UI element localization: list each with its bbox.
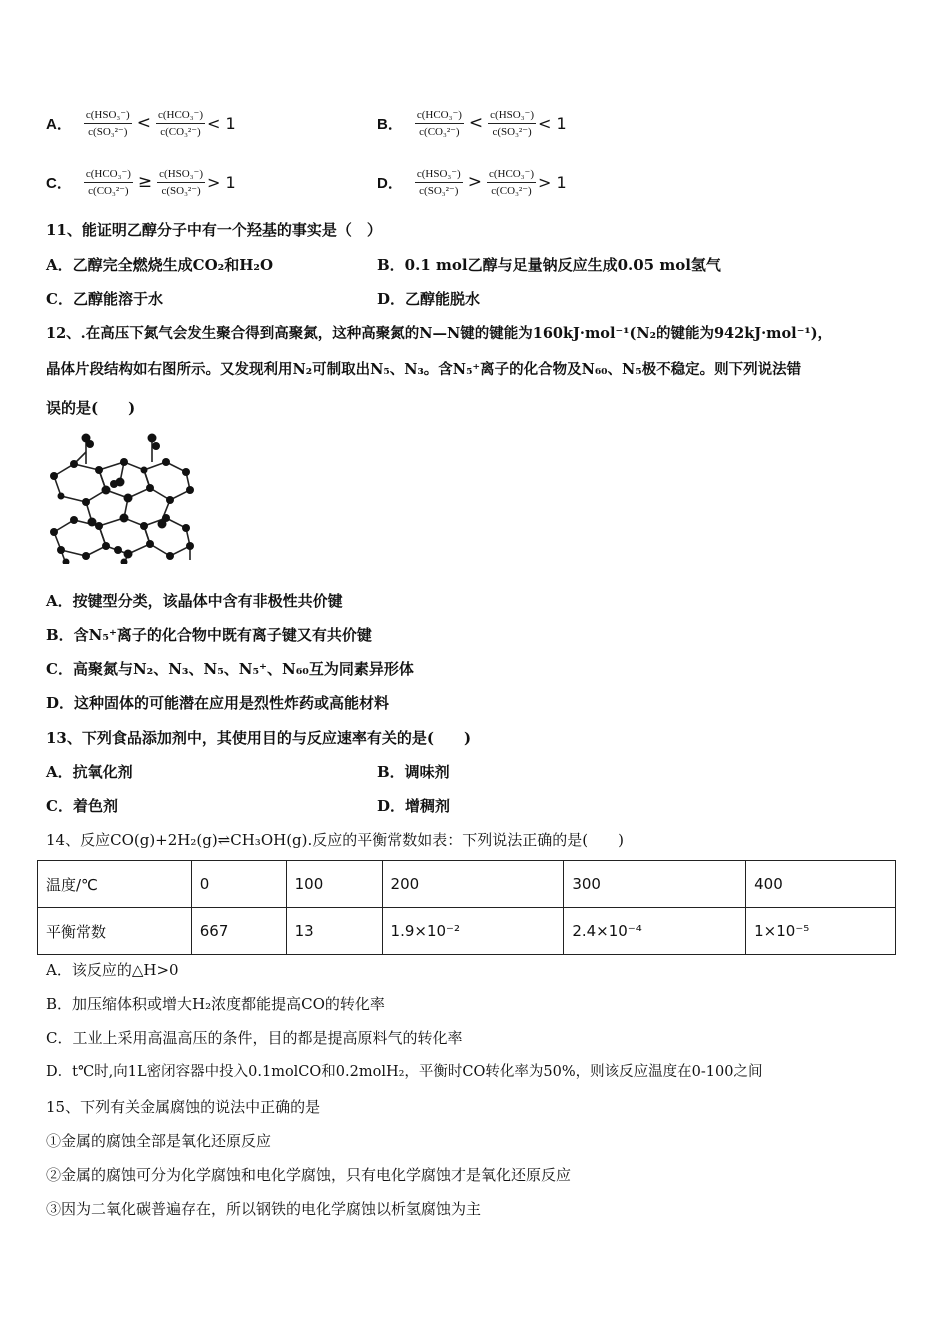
option-label: D．: [377, 174, 403, 192]
q15-statement-3: ③因为二氧化碳普遍存在，所以钢铁的电化学腐蚀以析氢腐蚀为主: [46, 1200, 482, 1218]
q12-stem-line1: 12、.在高压下氮气会发生聚合得到高聚氮，这种高聚氮的N—N键的键能为160kJ·mol⁻¹(N₂的键能为942kJ·mol⁻¹)，: [46, 325, 833, 342]
q13-option-a: A．抗氧化剂: [46, 763, 133, 781]
numerator: c(HSO₃⁻): [157, 167, 205, 183]
q13-stem: 13、下列食品添加剂中，其使用目的与反应速率有关的是( ): [46, 729, 472, 747]
table-cell: 200: [382, 861, 564, 908]
table-cell: 1×10⁻⁵: [746, 908, 896, 955]
q12-stem-line3: 误的是( ): [46, 399, 136, 417]
q14-option-d: D．t℃时,向1L密闭容器中投入0.1molCO和0.2molH₂，平衡时CO转化率为50%，则该反应温度在0-100之间: [46, 1064, 763, 1080]
polymeric-nitrogen-structure-image: [44, 432, 196, 564]
fraction: [156, 108, 205, 139]
q11-option-c: C．乙醇能溶于水: [46, 290, 163, 308]
table-cell: 300: [564, 861, 746, 908]
q12-stem-line2: 晶体片段结构如右图所示。又发现利用N₂可制取出N₅、N₃。含N₅⁺离子的化合物及N₆₀、N₅极不稳定。则下列说法错: [46, 361, 802, 378]
table-cell: 2.4×10⁻⁴: [564, 908, 746, 955]
fraction: [157, 167, 205, 198]
q15-statement-1: ①金属的腐蚀全部是氧化还原反应: [46, 1132, 272, 1150]
q10-option-a: [46, 101, 236, 145]
table-cell: 100: [286, 861, 382, 908]
q14-option-a: A．该反应的△H>0: [46, 961, 179, 979]
denominator: c(CO₃²⁻): [491, 184, 532, 197]
comparison-tail: < 1: [538, 113, 567, 133]
comparison-tail: > 1: [538, 172, 567, 192]
denominator: c(SO₃²⁻): [88, 125, 128, 138]
q13-option-b: B．调味剂: [377, 763, 450, 781]
table-row: [38, 861, 896, 908]
denominator: c(SO₃²⁻): [161, 184, 201, 197]
q10-option-d: [377, 160, 567, 204]
denominator: c(CO₃²⁻): [88, 184, 129, 197]
numerator: c(HSO₃⁻): [415, 167, 463, 183]
table-cell: 温度/℃: [38, 861, 192, 908]
option-label: C．: [46, 174, 72, 192]
q14-option-c: C．工业上采用高温高压的条件，目的都是提高原料气的转化率: [46, 1029, 463, 1047]
q15-stem: 15、下列有关金属腐蚀的说法中正确的是: [46, 1098, 321, 1116]
q14-stem: 14、反应CO(g)+2H₂(g)⇌CH₃OH(g).反应的平衡常数如表：下列说法正确的是( ): [46, 831, 624, 849]
fraction: [487, 167, 536, 198]
denominator: c(SO₃²⁻): [492, 125, 532, 138]
q12-option-b: B．含N₅⁺离子的化合物中既有离子键又有共价键: [46, 626, 372, 644]
equilibrium-constant-table: [37, 860, 896, 955]
numerator: c(HSO₃⁻): [488, 108, 536, 124]
table-cell: 400: [746, 861, 896, 908]
fraction: [84, 108, 132, 139]
comparison-tail: > 1: [207, 172, 236, 192]
denominator: c(CO₃²⁻): [160, 125, 201, 138]
table-cell: 平衡常数: [38, 908, 192, 955]
q11-option-a: A．乙醇完全燃烧生成CO₂和H₂O: [46, 256, 274, 274]
denominator: c(SO₃²⁻): [419, 184, 459, 197]
numerator: c(HCO₃⁻): [487, 167, 536, 183]
relation: ≥: [137, 172, 153, 192]
relation: <: [136, 113, 151, 133]
table-cell: 1.9×10⁻²: [382, 908, 564, 955]
numerator: c(HCO₃⁻): [156, 108, 205, 124]
relation: >: [467, 172, 482, 192]
table-cell: 0: [191, 861, 286, 908]
q11-option-d: D．乙醇能脱水: [377, 290, 481, 308]
q13-option-c: C．着色剂: [46, 797, 118, 815]
table-cell: 667: [191, 908, 286, 955]
comparison-tail: < 1: [207, 113, 236, 133]
q10-option-c: [46, 160, 236, 204]
q12-option-d: D．这种固体的可能潜在应用是烈性炸药或高能材料: [46, 694, 390, 712]
numerator: c(HCO₃⁻): [84, 167, 133, 183]
table-row: [38, 908, 896, 955]
q14-option-b: B．加压缩体积或增大H₂浓度都能提高CO的转化率: [46, 995, 385, 1013]
q12-option-a: A．按键型分类，该晶体中含有非极性共价键: [46, 592, 343, 610]
relation: <: [468, 113, 484, 133]
q15-statement-2: ②金属的腐蚀可分为化学腐蚀和电化学腐蚀，只有电化学腐蚀才是氧化还原反应: [46, 1166, 572, 1184]
q10-option-b: [377, 101, 567, 145]
numerator: c(HCO₃⁻): [415, 108, 464, 124]
fraction: [415, 167, 463, 198]
numerator: c(HSO₃⁻): [84, 108, 132, 124]
fraction: [415, 108, 464, 139]
denominator: c(CO₃²⁻): [419, 125, 460, 138]
fraction: [84, 167, 133, 198]
q12-option-c: C．高聚氮与N₂、N₃、N₅、N₅⁺、N₆₀互为同素异形体: [46, 660, 414, 678]
q11-option-b: B．0.1 mol乙醇与足量钠反应生成0.05 mol氢气: [377, 256, 721, 274]
q11-stem: 11、能证明乙醇分子中有一个羟基的事实是（ ）: [46, 221, 382, 239]
option-label: A．: [46, 115, 72, 133]
option-label: B．: [377, 115, 403, 133]
fraction: [488, 108, 536, 139]
table-cell: 13: [286, 908, 382, 955]
q13-option-d: D．增稠剂: [377, 797, 451, 815]
